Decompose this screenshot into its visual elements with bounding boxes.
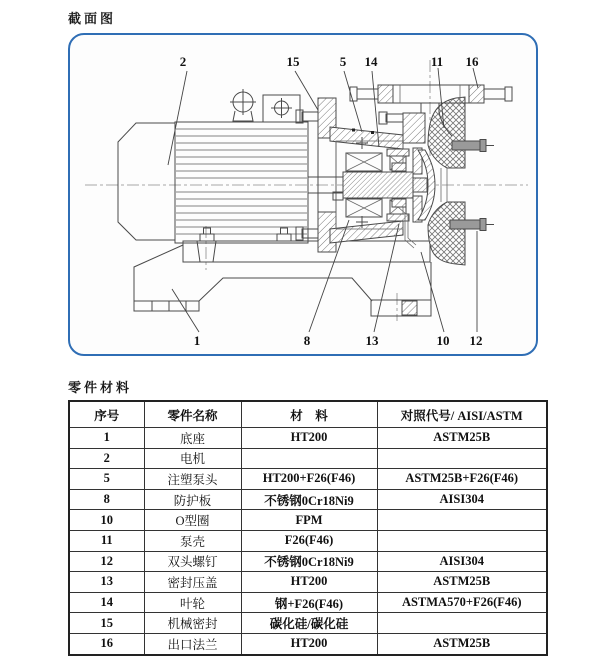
table-cell xyxy=(241,448,377,469)
table-row xyxy=(69,530,547,551)
table-header-cell: 序号 xyxy=(69,401,144,428)
table-cell: 15 xyxy=(69,613,144,634)
table-cell: 不锈钢0Cr18Ni9 xyxy=(241,551,377,572)
table-cell: 10 xyxy=(69,510,144,531)
table-cell xyxy=(377,530,547,551)
table-row xyxy=(69,572,547,593)
motor-group xyxy=(118,89,308,262)
diagram-panel xyxy=(68,33,538,356)
callout-label: 16 xyxy=(465,54,479,69)
table-cell: F26(F46) xyxy=(241,530,377,551)
table-cell: AISI304 xyxy=(377,489,547,510)
table-cell: ASTM25B xyxy=(377,428,547,449)
section-title-cross-section: 截面图 xyxy=(68,11,117,26)
table-cell: 不锈钢0Cr18Ni9 xyxy=(241,489,377,510)
table-cell: 16 xyxy=(69,633,144,654)
callout-label: 10 xyxy=(436,333,450,348)
table-cell: AISI304 xyxy=(377,551,547,572)
table-row xyxy=(69,469,547,490)
table-cell: HT200 xyxy=(241,633,377,654)
table-cell: 1 xyxy=(69,428,144,449)
table-header-cell: 对照代号/ AISI/ASTM xyxy=(377,401,547,428)
table-row xyxy=(69,551,547,572)
table-cell: O型圈 xyxy=(144,510,241,531)
table-cell xyxy=(377,510,547,531)
table-cell: 双头螺钉 xyxy=(144,551,241,572)
section-title-parts-materials: 零件材料 xyxy=(68,380,133,395)
callout-label: 5 xyxy=(339,54,347,69)
table-cell xyxy=(377,448,547,469)
callout-label: 1 xyxy=(193,333,201,348)
table-cell: HT200 xyxy=(241,572,377,593)
table-cell: 14 xyxy=(69,592,144,613)
table-cell: 碳化硅/碳化硅 xyxy=(241,613,377,634)
table-cell: FPM xyxy=(241,510,377,531)
table-row xyxy=(69,613,547,634)
table-cell: 出口法兰 xyxy=(144,633,241,654)
table-cell: HT200+F26(F46) xyxy=(241,469,377,490)
callout-label: 8 xyxy=(303,333,311,348)
table-cell: 13 xyxy=(69,572,144,593)
parts-table xyxy=(68,400,548,656)
table-header-cell: 零件名称 xyxy=(144,401,241,428)
callout-label: 13 xyxy=(365,333,379,348)
table-row xyxy=(69,428,547,449)
callout-label: 11 xyxy=(430,54,444,69)
table-cell: 8 xyxy=(69,489,144,510)
table-cell: 注塑泵头 xyxy=(144,469,241,490)
table-cell: 叶轮 xyxy=(144,592,241,613)
callout-label: 12 xyxy=(469,333,483,348)
callout-label: 15 xyxy=(286,54,300,69)
table-cell: ASTMA570+F26(F46) xyxy=(377,592,547,613)
table-row xyxy=(69,489,547,510)
table-cell: 底座 xyxy=(144,428,241,449)
table-header-cell: 材 料 xyxy=(241,401,377,428)
table-cell: 12 xyxy=(69,551,144,572)
table-cell: ASTM25B+F26(F46) xyxy=(377,469,547,490)
table-cell: 密封压盖 xyxy=(144,572,241,593)
table-cell xyxy=(377,613,547,634)
table-cell: HT200 xyxy=(241,428,377,449)
table-row xyxy=(69,633,547,654)
pump-cross-section-drawing xyxy=(70,35,536,354)
table-row xyxy=(69,510,547,531)
table-cell: ASTM25B xyxy=(377,633,547,654)
table-cell: 防护板 xyxy=(144,489,241,510)
table-cell: 钢+F26(F46) xyxy=(241,592,377,613)
callout-label: 14 xyxy=(364,54,378,69)
table-row xyxy=(69,592,547,613)
table-cell: ASTM25B xyxy=(377,572,547,593)
table-cell: 2 xyxy=(69,448,144,469)
table-cell: 电机 xyxy=(144,448,241,469)
parts-table-body xyxy=(69,428,547,655)
callout-label: 2 xyxy=(179,54,187,69)
table-header-row xyxy=(69,401,547,428)
table-cell: 5 xyxy=(69,469,144,490)
table-row xyxy=(69,448,547,469)
table-cell: 机械密封 xyxy=(144,613,241,634)
table-cell: 11 xyxy=(69,530,144,551)
table-cell: 泵壳 xyxy=(144,530,241,551)
